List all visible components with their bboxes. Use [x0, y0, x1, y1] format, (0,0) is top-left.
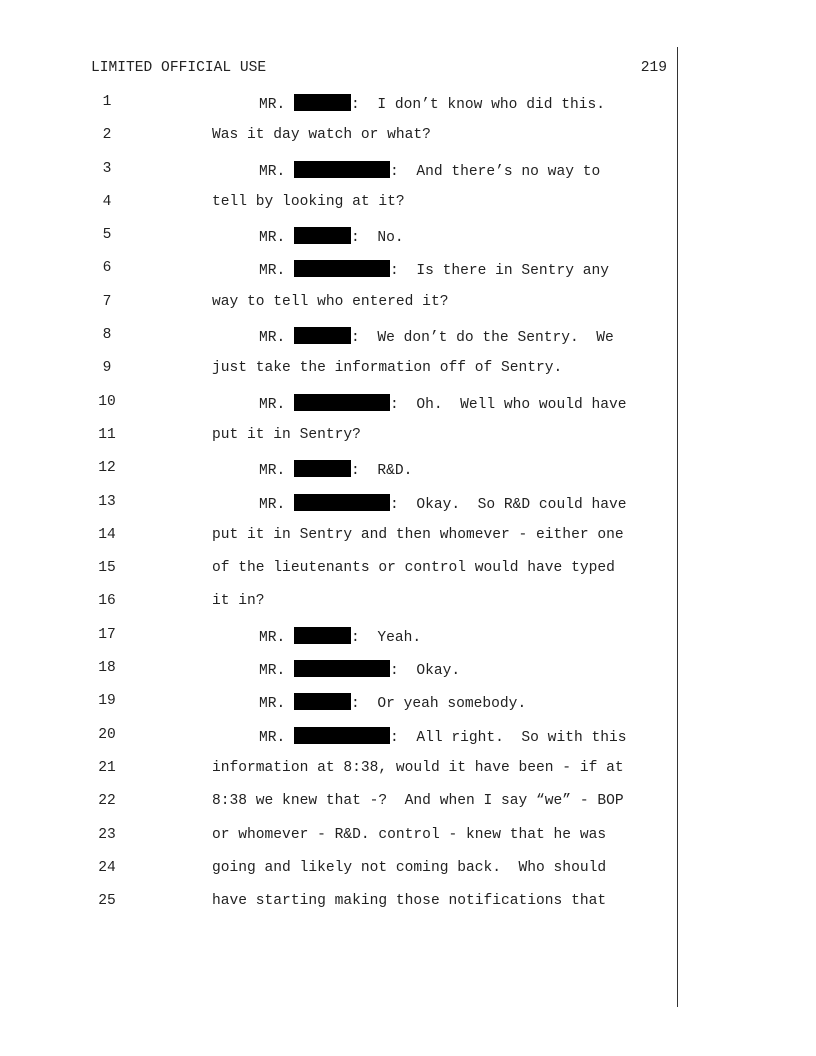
line-text [212, 860, 606, 876]
line-number: 15 [98, 560, 116, 577]
redaction-block [294, 161, 390, 178]
spoken-text: have starting making those notifications that [212, 893, 607, 910]
line-number: 5 [102, 227, 112, 244]
line-text [212, 127, 431, 143]
line-number: 7 [102, 293, 112, 310]
line-text [212, 527, 624, 543]
line-number: 2 [102, 127, 112, 144]
spoken-text: : We don’t do the Sentry. We [351, 330, 614, 347]
spoken-text: : Yeah. [351, 629, 422, 646]
speaker-title: MR. [259, 663, 286, 680]
spoken-text: or whomever - R&D. control - knew that he was [212, 826, 607, 843]
transcript-line [0, 359, 816, 392]
transcript-line [0, 859, 816, 892]
transcript-line [0, 459, 816, 492]
page-header [91, 60, 667, 80]
transcript-line [0, 659, 816, 692]
line-number: 25 [98, 893, 116, 910]
line-number: 8 [102, 327, 112, 344]
line-number: 12 [98, 460, 116, 477]
transcript-line [0, 226, 816, 259]
transcript-line [0, 326, 816, 359]
redaction-block [294, 627, 351, 644]
transcript-line [0, 160, 816, 193]
line-text [259, 94, 605, 113]
line-text [259, 494, 627, 513]
redaction-block [294, 260, 390, 277]
line-number: 18 [98, 660, 116, 677]
spoken-text: way to tell who entered it? [212, 293, 449, 310]
line-number: 3 [102, 160, 112, 177]
line-text [259, 660, 460, 679]
line-text [259, 627, 421, 646]
line-text [259, 227, 404, 246]
transcript-line [0, 493, 816, 526]
line-text [212, 827, 606, 843]
spoken-text: it in? [212, 593, 265, 610]
line-number: 23 [98, 826, 116, 843]
line-number: 19 [98, 693, 116, 710]
line-text [259, 394, 627, 413]
transcript-line [0, 259, 816, 292]
line-text [259, 460, 412, 479]
transcript-line [0, 526, 816, 559]
line-number: 24 [98, 859, 116, 876]
redaction-block [294, 494, 390, 511]
spoken-text: : Is there in Sentry any [390, 263, 609, 280]
page-number: 219 [640, 60, 667, 76]
spoken-text: Was it day watch or what? [212, 127, 431, 144]
line-number: 11 [98, 426, 116, 443]
redaction-block [294, 727, 390, 744]
line-number: 13 [98, 493, 116, 510]
speaker-title: MR. [259, 463, 286, 480]
line-number: 20 [98, 726, 116, 743]
spoken-text: information at 8:38, would it have been - if at [212, 759, 624, 776]
spoken-text: of the lieutenants or control would have typed [212, 560, 615, 577]
transcript-line [0, 792, 816, 825]
line-number: 16 [98, 593, 116, 610]
speaker-title: MR. [259, 263, 286, 280]
line-text [212, 793, 624, 809]
line-text [212, 360, 562, 376]
line-number: 10 [98, 393, 116, 410]
redaction-block [294, 693, 351, 710]
transcript-body [0, 93, 816, 925]
line-text [212, 194, 405, 210]
transcript-line [0, 126, 816, 159]
transcript-line [0, 726, 816, 759]
transcript-line [0, 93, 816, 126]
speaker-title: MR. [259, 696, 286, 713]
line-text [212, 294, 448, 310]
speaker-title: MR. [259, 729, 286, 746]
spoken-text: : No. [351, 230, 404, 247]
speaker-title: MR. [259, 396, 286, 413]
speaker-title: MR. [259, 330, 286, 347]
transcript-line [0, 393, 816, 426]
spoken-text: : Okay. So R&D could have [390, 496, 627, 513]
transcript-line [0, 892, 816, 925]
line-text [212, 760, 624, 776]
line-text [259, 161, 600, 180]
line-number: 17 [98, 626, 116, 643]
speaker-title: MR. [259, 230, 286, 247]
transcript-line [0, 426, 816, 459]
line-number: 22 [98, 793, 116, 810]
spoken-text: : Okay. [390, 663, 461, 680]
transcript-line [0, 193, 816, 226]
transcript-line [0, 826, 816, 859]
speaker-title: MR. [259, 496, 286, 513]
spoken-text: 8:38 we knew that -? And when I say “we” - BOP [212, 793, 624, 810]
redaction-block [294, 660, 390, 677]
spoken-text: just take the information off of Sentry. [212, 360, 563, 377]
line-text [259, 693, 526, 712]
transcript-line [0, 592, 816, 625]
spoken-text: : Or yeah somebody. [351, 696, 527, 713]
line-text [259, 327, 614, 346]
spoken-text: : All right. So with this [390, 729, 627, 746]
speaker-title: MR. [259, 629, 286, 646]
spoken-text: going and likely not coming back. Who should [212, 859, 607, 876]
spoken-text: tell by looking at it? [212, 193, 405, 210]
transcript-line [0, 559, 816, 592]
line-number: 21 [98, 759, 116, 776]
redaction-block [294, 460, 351, 477]
transcript-line [0, 626, 816, 659]
line-number: 9 [102, 360, 112, 377]
redaction-block [294, 227, 351, 244]
line-number: 14 [98, 526, 116, 543]
classification-marking: LIMITED OFFICIAL USE [91, 60, 267, 76]
line-number: 6 [102, 260, 112, 277]
spoken-text: put it in Sentry and then whomever - either one [212, 526, 624, 543]
line-number: 4 [102, 193, 112, 210]
line-text [259, 260, 609, 279]
transcript-line [0, 759, 816, 792]
spoken-text: : And there’s no way to [390, 163, 601, 180]
line-text [259, 727, 627, 746]
redaction-block [294, 394, 390, 411]
line-text [212, 593, 265, 609]
spoken-text: put it in Sentry? [212, 426, 361, 443]
line-number: 1 [102, 94, 112, 110]
spoken-text: : R&D. [351, 463, 413, 480]
redaction-block [294, 94, 351, 111]
line-text [212, 427, 361, 443]
transcript-line [0, 692, 816, 725]
redaction-block [294, 327, 351, 344]
speaker-title: MR. [259, 97, 286, 113]
line-text [212, 560, 615, 576]
line-text [212, 893, 606, 909]
spoken-text: : I don’t know who did this. [351, 97, 606, 113]
speaker-title: MR. [259, 163, 286, 180]
spoken-text: : Oh. Well who would have [390, 396, 627, 413]
transcript-line [0, 293, 816, 326]
